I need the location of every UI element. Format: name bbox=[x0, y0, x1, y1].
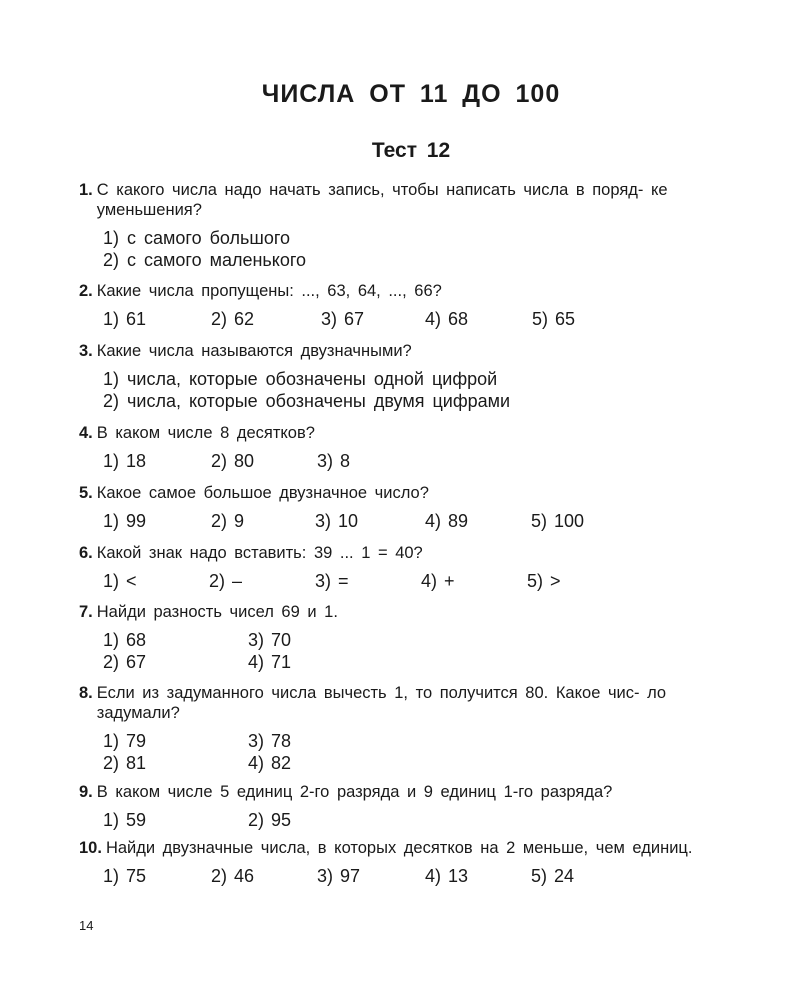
question-text: Какое самое большое двузначное число? bbox=[96, 484, 429, 502]
question-text: Найди двузначные числа, в которых десятков на 2 меньше, чем единиц. bbox=[105, 839, 693, 857]
page-number: 14 bbox=[79, 918, 94, 933]
answer-option[interactable]: 2) 46 bbox=[211, 866, 255, 886]
answer-option[interactable]: 3) 10 bbox=[315, 511, 359, 531]
answer-option[interactable]: 4) 68 bbox=[425, 309, 469, 329]
answer-option[interactable]: 1) 68 bbox=[103, 630, 147, 650]
question-text: С какого числа надо начать запись, чтобы написать числа в поряд- ке уменьшения? bbox=[96, 181, 668, 219]
question-number: 5. bbox=[79, 484, 93, 502]
answer-option[interactable]: 2) числа, которые обозначены двумя цифрами bbox=[103, 391, 511, 411]
question-text: В каком числе 5 единиц 2-го разряда и 9 единиц 1-го разряда? bbox=[96, 783, 613, 801]
question-text: Найди разность чисел 69 и 1. bbox=[96, 603, 338, 621]
question-text: Какой знак надо вставить: 39 ... 1 = 40? bbox=[96, 544, 423, 562]
question-text: В каком числе 8 десятков? bbox=[96, 424, 315, 442]
question-number: 7. bbox=[79, 603, 93, 621]
question-number: 3. bbox=[79, 342, 93, 360]
answer-option[interactable]: 5) 24 bbox=[531, 866, 575, 886]
question-text: Какие числа называются двузначными? bbox=[96, 342, 412, 360]
answer-option[interactable]: 3) 67 bbox=[321, 309, 365, 329]
answer-option[interactable]: 3) 78 bbox=[248, 731, 292, 751]
answer-option[interactable]: 1) с самого большого bbox=[103, 228, 291, 248]
question-10 bbox=[79, 838, 749, 887]
answer-option[interactable]: 3) = bbox=[315, 571, 349, 591]
question-number: 9. bbox=[79, 783, 93, 801]
answer-option[interactable]: 1) 61 bbox=[103, 309, 147, 329]
answer-option[interactable]: 1) 79 bbox=[103, 731, 147, 751]
question-number: 1. bbox=[79, 181, 93, 199]
question-number: 4. bbox=[79, 424, 93, 442]
question-text: Какие числа пропущены: ..., 63, 64, ..., 66? bbox=[96, 282, 442, 300]
question-1 bbox=[79, 180, 749, 271]
answer-option[interactable]: 2) – bbox=[209, 571, 243, 591]
answer-option[interactable]: 3) 8 bbox=[317, 451, 351, 471]
answer-option[interactable]: 1) 18 bbox=[103, 451, 147, 471]
answer-option[interactable]: 4) + bbox=[421, 571, 455, 591]
question-3 bbox=[79, 341, 749, 412]
question-number: 2. bbox=[79, 282, 93, 300]
question-2 bbox=[79, 281, 749, 330]
answer-option[interactable]: 2) 67 bbox=[103, 652, 147, 672]
answer-option[interactable]: 1) 99 bbox=[103, 511, 147, 531]
question-number: 8. bbox=[79, 684, 93, 702]
question-8 bbox=[79, 683, 749, 774]
question-text: Если из задуманного числа вычесть 1, то получится 80. Какое чис- ло задумали? bbox=[96, 684, 667, 722]
question-9 bbox=[79, 782, 749, 831]
question-6 bbox=[79, 543, 749, 592]
answer-option[interactable]: 4) 82 bbox=[248, 753, 292, 773]
answer-option[interactable]: 5) > bbox=[527, 571, 561, 591]
answer-option[interactable]: 1) числа, которые обозначены одной цифрой bbox=[103, 369, 498, 389]
answer-option[interactable]: 1) 59 bbox=[103, 810, 147, 830]
answer-option[interactable]: 2) с самого маленького bbox=[103, 250, 307, 270]
answer-option[interactable]: 5) 65 bbox=[532, 309, 576, 329]
answer-option[interactable]: 3) 70 bbox=[248, 630, 292, 650]
answer-option[interactable]: 4) 89 bbox=[425, 511, 469, 531]
question-number: 10. bbox=[79, 839, 102, 857]
answer-option[interactable]: 2) 62 bbox=[211, 309, 255, 329]
answer-option[interactable]: 3) 97 bbox=[317, 866, 361, 886]
answer-option[interactable]: 4) 71 bbox=[248, 652, 292, 672]
page-title: ЧИСЛА ОТ 11 ДО 100 bbox=[261, 80, 561, 108]
answer-option[interactable]: 4) 13 bbox=[425, 866, 469, 886]
test-title: Тест 12 bbox=[371, 139, 451, 162]
answer-option[interactable]: 2) 80 bbox=[211, 451, 255, 471]
question-5 bbox=[79, 483, 749, 532]
answer-option[interactable]: 5) 100 bbox=[531, 511, 585, 531]
answer-option[interactable]: 1) < bbox=[103, 571, 137, 591]
answer-option[interactable]: 1) 75 bbox=[103, 866, 147, 886]
answer-option[interactable]: 2) 81 bbox=[103, 753, 147, 773]
answer-option[interactable]: 2) 9 bbox=[211, 511, 245, 531]
answer-option[interactable]: 2) 95 bbox=[248, 810, 292, 830]
question-7 bbox=[79, 602, 749, 673]
question-4 bbox=[79, 423, 749, 472]
question-number: 6. bbox=[79, 544, 93, 562]
